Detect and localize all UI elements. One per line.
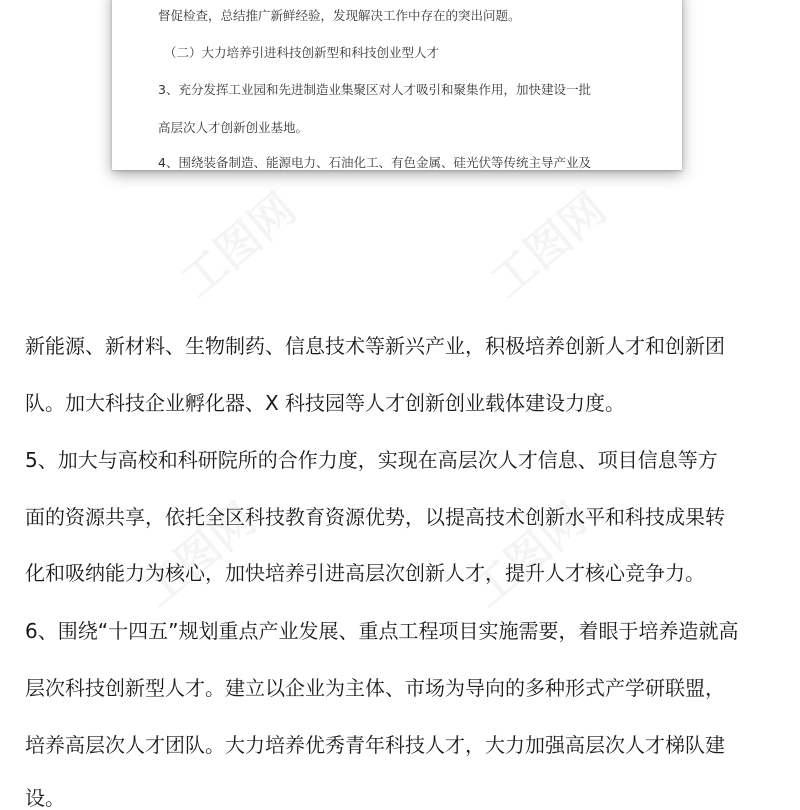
- body-text-line: 培养高层次人才团队。大力培养优秀青年科技人才，大力加强高层次人才梯队建: [25, 733, 725, 757]
- card-text-line: 督促检查，总结推广新鲜经验，发现解决工作中存在的突出问题。: [158, 8, 521, 23]
- watermark: [475, 175, 617, 309]
- body-text-line: 新能源、新材料、生物制药、信息技术等新兴产业，积极培养创新人才和创新团: [25, 334, 725, 358]
- watermark: [165, 175, 307, 309]
- body-text-line: 设。: [25, 786, 65, 810]
- body-text-line: 5、加大与高校和科研院所的合作力度，实现在高层次人才信息、项目信息等方: [25, 448, 718, 472]
- body-text-line: 化和吸纳能力为核心，加快培养引进高层次创新人才，提升人才核心竞争力。: [25, 561, 705, 585]
- document-preview-card: [112, 0, 682, 170]
- card-text-line: 4、围绕装备制造、能源电力、石油化工、有色金属、硅光伏等传统主导产业及: [158, 155, 591, 170]
- card-text-line: 高层次人才创新创业基地。: [158, 120, 309, 135]
- card-section-heading: （二）大力培养引进科技创新型和科技创业型人才: [164, 45, 440, 60]
- body-text-line: 面的资源共享，依托全区科技教育资源优势，以提高技术创新水平和科技成果转: [25, 505, 725, 529]
- body-text-line: 层次科技创新型人才。建立以企业为主体、市场为导向的多种形式产学研联盟，: [25, 676, 725, 700]
- card-text-line: 3、充分发挥工业园和先进制造业集聚区对人才吸引和聚集作用，加快建设一批: [158, 82, 591, 97]
- body-text-line: 队。加大科技企业孵化器、X 科技园等人才创新创业载体建设力度。: [25, 391, 626, 415]
- body-text-line: 6、围绕“十四五”规划重点产业发展、重点工程项目实施需要，着眼于培养造就高: [25, 619, 739, 643]
